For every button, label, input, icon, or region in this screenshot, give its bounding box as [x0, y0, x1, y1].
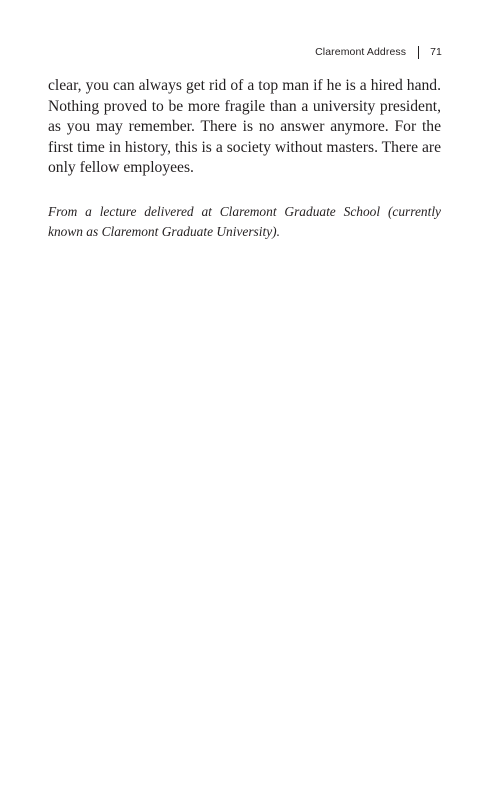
source-note: From a lecture delivered at Claremont Graduate School (currently known as Claremont Graduate University).	[48, 204, 441, 239]
header-divider	[418, 46, 419, 59]
running-header	[315, 44, 442, 60]
body-paragraph: clear, you can always get rid of a top man if he is a hired hand. Nothing proved to be more fragile than a university president, as you may remember. There is no answer anymore. For the first time in history, this is a society without masters. There are only fellow employees.	[48, 77, 441, 176]
page-number: 71	[430, 46, 442, 58]
running-title: Claremont Address	[315, 46, 407, 58]
